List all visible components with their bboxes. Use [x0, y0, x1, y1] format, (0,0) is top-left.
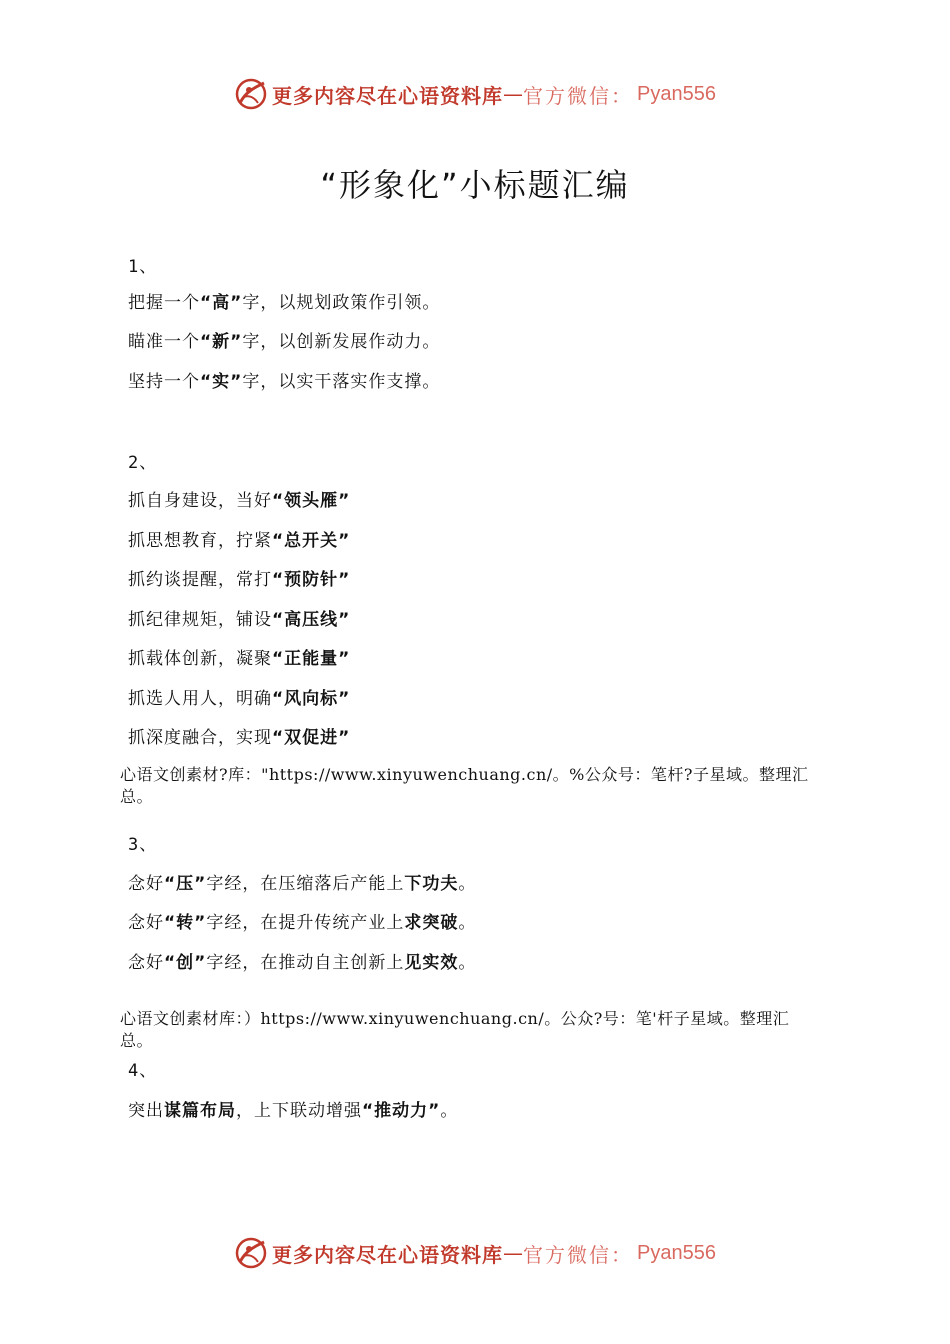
- text: 念好: [128, 953, 164, 973]
- source-note-1: 心语文创素材?库："https://www.xinyuwenchuang.cn/。%公众号：笔杆?子星域。整理汇总。: [120, 765, 809, 806]
- text: 坚持一个: [128, 372, 200, 392]
- text: 字，以实干落实作支撑。: [242, 372, 441, 392]
- text: 抓纪律规矩，铺设: [128, 610, 272, 630]
- keyword: “风向标”: [272, 689, 351, 709]
- text: 瞄准一个: [128, 332, 200, 352]
- keyword: “高”: [200, 293, 243, 313]
- banner-text: 更多内容尽在心语资料库: [272, 1242, 504, 1267]
- section-1-number: 1、: [128, 257, 158, 277]
- keyword: “双促进”: [272, 728, 351, 748]
- footer-banner: [0, 1233, 950, 1273]
- text: 。: [458, 913, 477, 933]
- header-banner: [0, 74, 950, 114]
- section-1-line-3: [128, 367, 440, 392]
- text: 字经，在提升传统产业上: [206, 913, 405, 933]
- banner-separator: —: [503, 82, 524, 106]
- text: 。: [458, 953, 477, 973]
- keyword: “领头雁”: [272, 491, 351, 511]
- text: 字经，在压缩落后产能上: [206, 874, 405, 894]
- text: 抓思想教育，拧紧: [128, 531, 272, 551]
- keyword: “压”: [164, 874, 207, 894]
- section-2-line-2: [128, 526, 350, 551]
- text: ，上下联动增强: [236, 1101, 362, 1121]
- source-note-2: 心语文创素材库：）https://www.xinyuwenchuang.cn/。公众?号：笔'杆子星域。整理汇总。: [120, 1009, 790, 1050]
- section-4-number: 4、: [128, 1061, 158, 1081]
- banner-wechat-label: 官方微信：: [523, 83, 634, 108]
- keyword: “推动力”: [362, 1101, 441, 1121]
- section-3-number: 3、: [128, 835, 158, 855]
- keyword: 见实效: [404, 953, 459, 973]
- text: 字，以规划政策作引领。: [242, 293, 441, 313]
- text: 。: [440, 1101, 459, 1121]
- section-2-line-1: [128, 486, 350, 511]
- section-2-line-5: [128, 644, 350, 669]
- section-2-line-6: [128, 684, 350, 709]
- section-2-line-4: [128, 605, 350, 630]
- section-2-line-7: [128, 723, 350, 748]
- banner-wechat-id: Pyan556: [637, 82, 716, 105]
- text: 。: [458, 874, 477, 894]
- banner-wechat-id: Pyan556: [637, 1241, 716, 1264]
- keyword: “总开关”: [272, 531, 351, 551]
- banner-separator: —: [503, 1241, 524, 1265]
- section-1-line-2: [128, 327, 440, 352]
- banner-wechat-label: 官方微信：: [523, 1242, 634, 1267]
- keyword: 谋篇布局: [164, 1101, 236, 1121]
- keyword: “新”: [200, 332, 243, 352]
- text: 抓选人用人，明确: [128, 689, 272, 709]
- text: 突出: [128, 1101, 164, 1121]
- section-3-line-1: [128, 869, 476, 894]
- text: 念好: [128, 874, 164, 894]
- text: 抓约谈提醒，常打: [128, 570, 272, 590]
- text: 字，以创新发展作动力。: [242, 332, 441, 352]
- keyword: “创”: [164, 953, 207, 973]
- keyword: 下功夫: [404, 874, 459, 894]
- keyword: “高压线”: [272, 610, 351, 630]
- section-3-line-2: [128, 908, 476, 933]
- library-logo-icon: [234, 77, 268, 111]
- section-1-line-1: [128, 288, 440, 313]
- page-title: “形象化”小标题汇编: [320, 166, 630, 204]
- text: 念好: [128, 913, 164, 933]
- keyword: 求突破: [404, 913, 459, 933]
- section-3-line-3: [128, 948, 476, 973]
- text: 字经，在推动自主创新上: [206, 953, 405, 973]
- section-2-number: 2、: [128, 453, 158, 473]
- keyword: “转”: [164, 913, 207, 933]
- section-4-line-1: [128, 1096, 458, 1121]
- banner-text: 更多内容尽在心语资料库: [272, 83, 504, 108]
- text: 抓深度融合，实现: [128, 728, 272, 748]
- keyword: “正能量”: [272, 649, 351, 669]
- section-2-line-3: [128, 565, 350, 590]
- text: 抓载体创新，凝聚: [128, 649, 272, 669]
- library-logo-icon: [234, 1236, 268, 1270]
- keyword: “预防针”: [272, 570, 351, 590]
- text: 抓自身建设，当好: [128, 491, 272, 511]
- keyword: “实”: [200, 372, 243, 392]
- text: 把握一个: [128, 293, 200, 313]
